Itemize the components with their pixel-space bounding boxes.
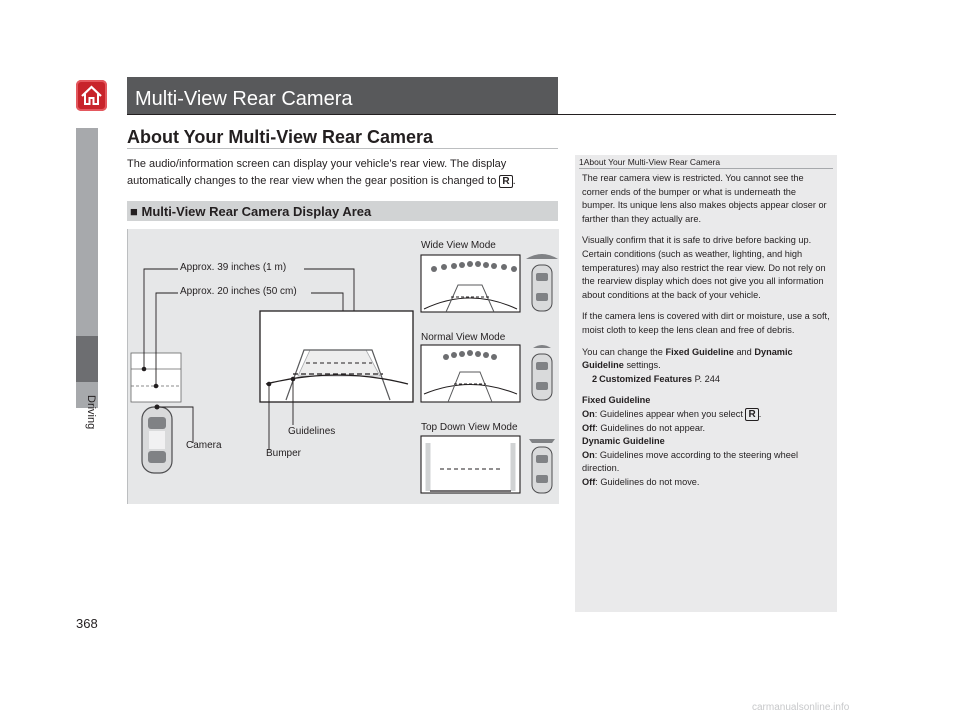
label-approx-39: Approx. 39 inches (1 m) xyxy=(180,262,287,273)
notes-paragraph-2: Visually confirm that it is safe to drive before backing up. Certain conditions (such as weather, lighting, and high temperatures) may also restrict the rear view. Do not rely on the rearview display which does not give you all information about conditions at the back of your vehicle. xyxy=(582,235,826,300)
intro-end: . xyxy=(512,175,516,187)
notes-heading xyxy=(579,157,720,167)
vehicle-icons-right xyxy=(526,254,558,493)
intro-line-1: The audio/information screen can display your vehicle’s rear view. The display xyxy=(127,158,507,170)
camera-display-diagram xyxy=(127,229,559,504)
notes-body xyxy=(582,172,830,489)
label-bumper: Bumper xyxy=(266,448,302,459)
home-icon xyxy=(76,80,107,111)
intro-paragraph xyxy=(127,156,547,190)
dynamic-off-text: : Guidelines do not move. xyxy=(595,476,700,487)
fixed-off-text: : Guidelines do not appear. xyxy=(595,422,706,433)
chapter-tab-label: Driving xyxy=(85,395,97,430)
top-down-view-screen xyxy=(421,436,520,493)
fixed-guideline-title xyxy=(582,394,830,408)
label-guidelines: Guidelines xyxy=(288,426,336,437)
fixed-title-text: Fixed Guideline xyxy=(582,395,651,406)
customized-features-page: P. 244 xyxy=(694,373,720,384)
page-title: Multi-View Rear Camera xyxy=(135,88,353,110)
label-top-down-view: Top Down View Mode xyxy=(421,422,518,433)
reverse-gear-key-small: R xyxy=(745,408,758,421)
watermark: carmanualsonline.info xyxy=(752,702,850,713)
label-approx-20: Approx. 20 inches (50 cm) xyxy=(180,286,297,297)
fixed-on-text: : Guidelines appear when you select xyxy=(594,408,743,419)
customized-features-link[interactable]: Customized Features xyxy=(599,373,693,384)
chapter-tab-driving[interactable] xyxy=(76,336,98,382)
dynamic-on-text: : Guidelines move according to the steering wheel direction. xyxy=(582,449,799,474)
off-label: Off xyxy=(582,422,596,433)
section-rule xyxy=(127,148,558,149)
fixed-off-line xyxy=(582,422,830,436)
notes-heading-number: 1 xyxy=(579,157,584,167)
wide-view-screen xyxy=(421,255,520,312)
rear-view-screen xyxy=(260,311,413,402)
on-label: On xyxy=(582,408,595,419)
notes-rule xyxy=(579,168,833,169)
intro-line-2: automatically changes to the rear view when the gear position is changed to xyxy=(127,175,497,187)
label-camera: Camera xyxy=(186,440,222,451)
p4-and: and xyxy=(736,346,752,357)
subsection-title: Multi-View Rear Camera Display Area xyxy=(141,204,372,219)
home-button[interactable] xyxy=(76,80,107,111)
page-number: 368 xyxy=(76,616,98,631)
dynamic-on-line xyxy=(582,449,830,476)
p4-post: settings. xyxy=(626,360,661,371)
normal-view-screen xyxy=(421,345,520,402)
dynamic-title-text: Dynamic Guideline xyxy=(582,436,665,447)
label-wide-view: Wide View Mode xyxy=(421,240,496,251)
vehicle-top-view-left xyxy=(142,405,172,474)
off-label-2: Off xyxy=(582,476,596,487)
dynamic-guideline-title xyxy=(582,435,830,449)
notes-paragraph-3: If the camera lens is covered with dirt or moisture, use a soft, moist cloth to keep the lens clean and free of debris. xyxy=(582,311,830,335)
reverse-gear-key: R xyxy=(499,175,512,188)
p4-fixed-guideline: Fixed Guideline xyxy=(665,346,734,357)
on-label-2: On xyxy=(582,449,595,460)
notes-paragraph-4 xyxy=(582,346,830,387)
notes-paragraph-1: The rear camera view is restricted. You cannot see the corner ends of the bumper or what is underneath the bumper. Its unique lens also makes objects appear closer or farther than they actually are. xyxy=(582,173,827,224)
p4-dynamic-guideline: Dynamic Guideline xyxy=(582,346,793,371)
subsection-heading xyxy=(130,204,371,219)
dynamic-off-line xyxy=(582,476,830,490)
bullet-square: ■ xyxy=(130,204,138,219)
fixed-on-line xyxy=(582,408,830,422)
label-normal-view: Normal View Mode xyxy=(421,332,506,343)
title-underline xyxy=(127,114,836,115)
p4-pre: You can change the xyxy=(582,346,663,357)
notes-heading-text: About Your Multi-View Rear Camera xyxy=(583,157,721,167)
fixed-on-end: . xyxy=(758,408,762,419)
section-heading: About Your Multi-View Rear Camera xyxy=(127,127,434,147)
reference-arrow-icon: 2 xyxy=(592,373,598,384)
